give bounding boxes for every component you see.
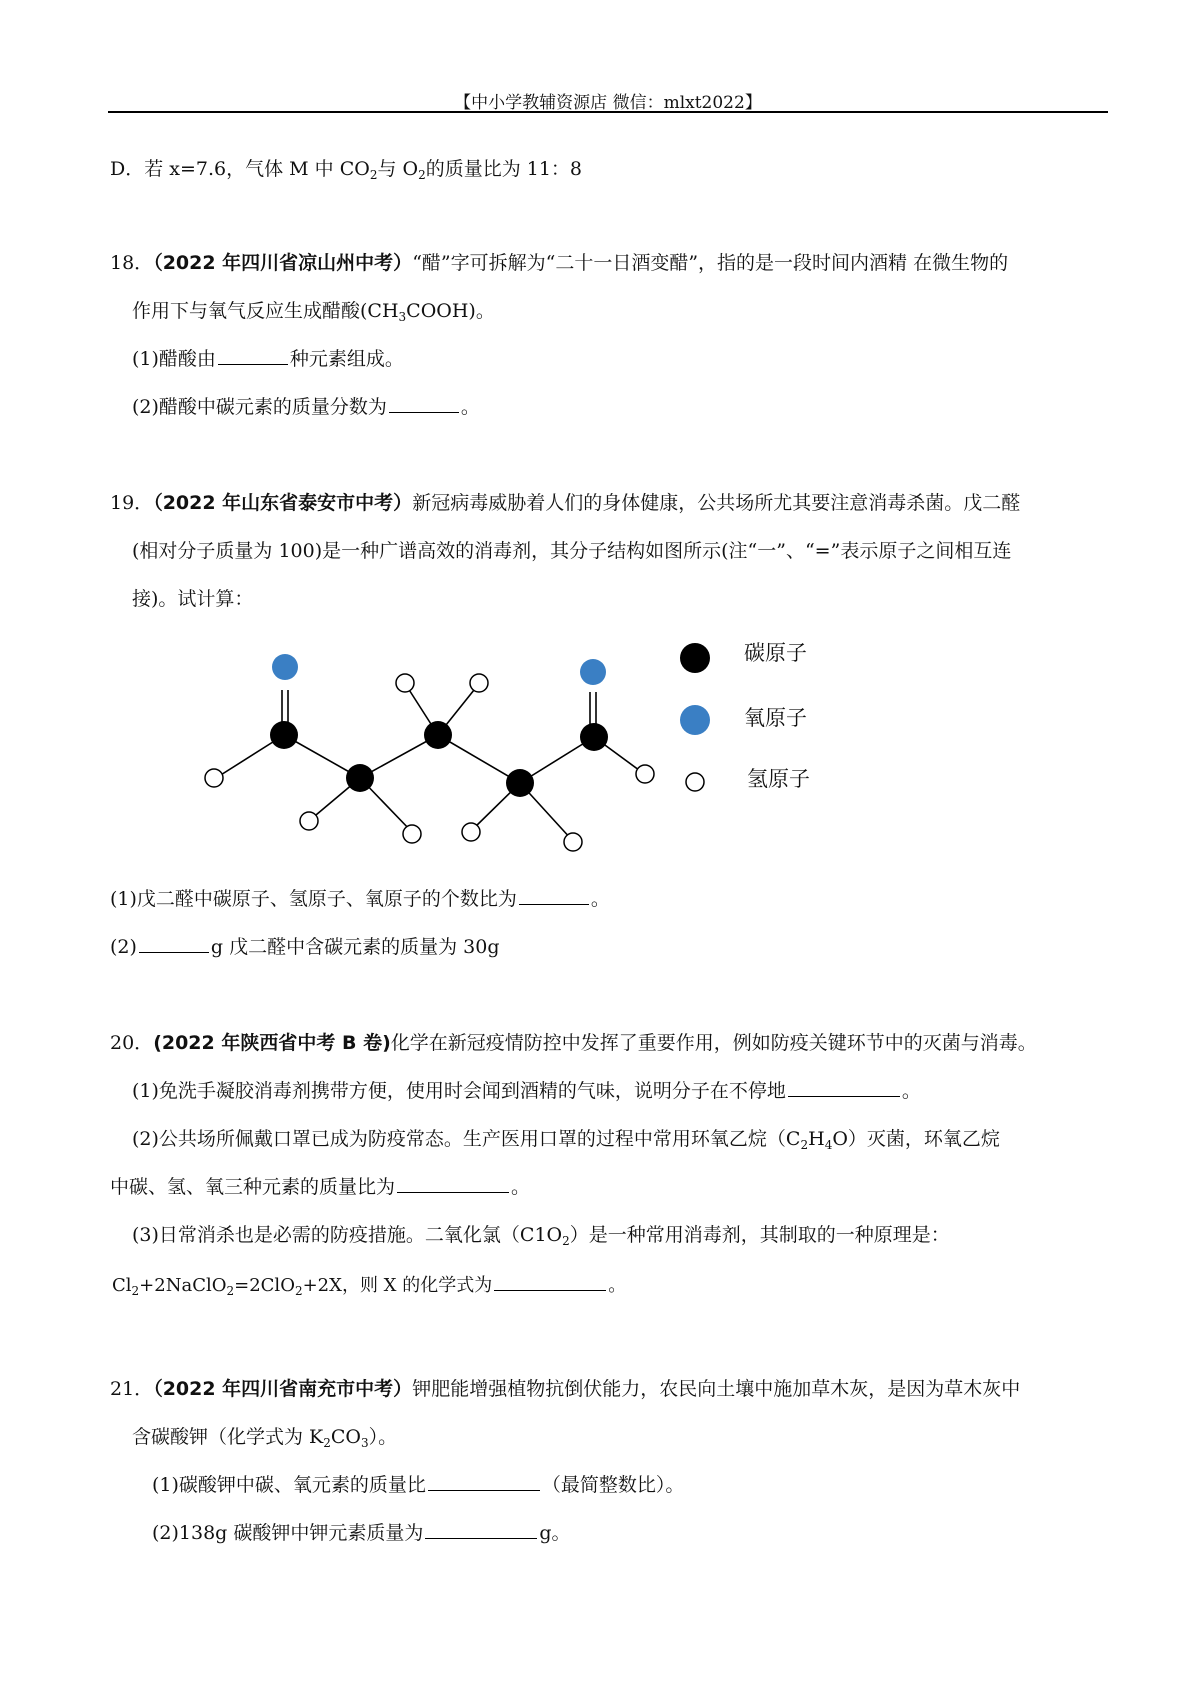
answer-blank[interactable] <box>218 346 288 365</box>
glutaraldehyde-structure-diagram <box>190 635 670 875</box>
q20-part-3-text-a: (3)日常消杀也是必需的防疫措施。二氧化氯（C1O <box>132 1224 563 1246</box>
q20-stem-text: 化学在新冠疫情防控中发挥了重要作用，例如防疫关键环节中的灭菌与消毒。 <box>390 1032 1037 1054</box>
q21-part-2-text-a: (2)138g 碳酸钾中钾元素质量为 <box>152 1522 424 1544</box>
legend-hydrogen-marker <box>686 773 704 791</box>
atom-legend-markers <box>670 640 730 800</box>
q20-stem <box>110 1030 1037 1056</box>
q21-part-1-text-b: （最简整数比）。 <box>541 1474 685 1496</box>
q19-stem-line-3: 接)。试计算： <box>132 588 254 610</box>
hydrogen-atom <box>205 769 223 787</box>
q20-number: 20． <box>110 1032 154 1054</box>
hydrogen-atom <box>300 812 318 830</box>
q17-option-d-text-b: 与 O <box>377 158 419 180</box>
q20-part-3-text-b: ）是一种常用消毒剂，其制取的一种原理是： <box>569 1224 950 1246</box>
oxygen-atom <box>580 659 606 685</box>
q20-part-2-text-a: (2)公共场所佩戴口罩已成为防疫常态。生产医用口罩的过程中常用环氧乙烷（C <box>132 1128 801 1150</box>
q18-part-2 <box>132 394 480 420</box>
hydrogen-atom <box>403 825 421 843</box>
q21-stem-line-1 <box>110 1376 1020 1402</box>
q19-part-1-text-a: (1)戊二醛中碳原子、氢原子、氧原子的个数比为 <box>110 888 517 910</box>
q21-source: （2022 年四川省南充市中考） <box>153 1378 413 1400</box>
carbon-atom <box>346 764 374 792</box>
subscript-2: 2 <box>562 1234 570 1248</box>
subscript-4: 4 <box>824 1138 833 1152</box>
q18-part-1-text-a: (1)醋酸由 <box>132 348 216 370</box>
q18-number: 18． <box>110 252 154 274</box>
q19-part-1-text-b: 。 <box>590 888 610 910</box>
hydrogen-atom <box>636 765 654 783</box>
q21-stem-text-b3: ）。 <box>368 1426 398 1448</box>
subscript-2: 2 <box>294 1284 303 1298</box>
q18-stem-text-a: “醋”字可拆解为“二十一日酒变醋”，指的是一段时间内酒精 在微生物的 <box>412 252 1009 274</box>
oxygen-atom <box>272 654 298 680</box>
hydrogen-atom <box>470 674 488 692</box>
q19-part-2-text-a: (2) <box>110 936 137 958</box>
q20-part-2-text-b: H <box>808 1128 825 1150</box>
q17-option-d-text-c: 的质量比为 11：8 <box>425 158 583 180</box>
subscript-2: 2 <box>226 1284 235 1298</box>
q18-source: （2022 年四川省凉山州中考） <box>153 252 413 274</box>
hydrogen-atom <box>462 823 480 841</box>
answer-blank[interactable] <box>519 886 589 905</box>
q20-part-2-line-1 <box>132 1126 1000 1152</box>
q18-part-1-text-b: 种元素组成。 <box>289 348 404 370</box>
answer-blank[interactable] <box>397 1174 509 1193</box>
q18-stem-text-b1: 作用下与氧气反应生成醋酸(CH <box>132 300 399 322</box>
q20-eq-text-b: +2NaClO <box>139 1275 227 1296</box>
subscript-2: 2 <box>369 168 378 182</box>
subscript-2: 2 <box>800 1138 809 1152</box>
q18-stem-line-1 <box>110 250 1008 276</box>
legend-oxygen-marker <box>680 705 710 735</box>
q21-stem-line-2 <box>132 1424 397 1450</box>
q20-part-1-text-a: (1)免洗手凝胶消毒剂携带方便，使用时会闻到酒精的气味，说明分子在不停地 <box>132 1080 786 1102</box>
legend-carbon-label: 碳原子 <box>744 641 807 665</box>
q17-option-d-text-a: D．若 x=7.6，气体 M 中 CO <box>110 158 370 180</box>
q21-part-1 <box>152 1472 684 1498</box>
q20-eq-text-c: =2ClO <box>234 1275 295 1296</box>
carbon-atom <box>424 721 452 749</box>
answer-blank[interactable] <box>428 1472 540 1491</box>
q19-part-2 <box>110 934 500 960</box>
carbon-atom <box>580 723 608 751</box>
header-rule <box>108 111 1108 113</box>
legend-oxygen-label: 氧原子 <box>744 706 807 730</box>
answer-blank[interactable] <box>494 1272 606 1291</box>
q18-part-2-text-b: 。 <box>460 396 480 418</box>
q21-part-2-text-b: g。 <box>539 1522 571 1544</box>
q19-part-2-text-b: g 戊二醛中含碳元素的质量为 30g <box>210 936 500 958</box>
answer-blank[interactable] <box>425 1520 537 1539</box>
subscript-2: 2 <box>418 168 426 182</box>
q18-part-2-text-a: (2)醋酸中碳元素的质量分数为 <box>132 396 387 418</box>
subscript-2: 2 <box>323 1436 331 1450</box>
q21-part-1-text-a: (1)碳酸钾中碳、氧元素的质量比 <box>152 1474 426 1496</box>
hydrogen-atom <box>396 674 414 692</box>
q18-part-1 <box>132 346 404 372</box>
q19-stem-text-a: 新冠病毒威胁着人们的身体健康，公共场所尤其要注意消毒杀菌。戊二醛 <box>412 492 1021 514</box>
q19-stem-line-1 <box>110 490 1020 516</box>
q21-stem-text-a: 钾肥能增强植物抗倒伏能力，农民向土壤中施加草木灰，是因为草木灰中 <box>412 1378 1021 1400</box>
answer-blank[interactable] <box>788 1078 900 1097</box>
subscript-3: 3 <box>398 310 407 324</box>
answer-blank[interactable] <box>389 394 459 413</box>
subscript-3: 3 <box>361 1436 369 1450</box>
q19-number: 19． <box>110 492 154 514</box>
legend-hydrogen-label: 氢原子 <box>747 767 810 791</box>
q20-part-3 <box>132 1222 950 1248</box>
q20-part-2-text-d: 中碳、氢、氧三种元素的质量比为 <box>110 1176 396 1198</box>
q20-part-2-line-2 <box>110 1174 530 1200</box>
atoms <box>205 654 654 851</box>
q18-stem-line-2 <box>132 298 495 324</box>
q20-eq-text-a: Cl <box>112 1275 132 1296</box>
q18-stem-text-b2: COOH)。 <box>406 300 495 322</box>
q19-stem-line-2: (相对分子质量为 100)是一种广谱高效的消毒剂，其分子结构如图所示(注“一”、“=”表示原子之间相互连 <box>132 540 1012 562</box>
q19-part-1 <box>110 886 610 912</box>
q20-eq-text-d: +2X，则 X 的化学式为 <box>302 1275 493 1296</box>
q20-part-1 <box>132 1078 921 1104</box>
q20-part-2-text-e: 。 <box>511 1176 531 1198</box>
hydrogen-atom <box>564 833 582 851</box>
q21-part-2 <box>152 1520 571 1546</box>
subscript-2: 2 <box>131 1284 140 1298</box>
q21-number: 21． <box>110 1378 154 1400</box>
carbon-atom <box>270 721 298 749</box>
q17-option-d <box>110 156 582 182</box>
q21-stem-text-b1: 含碳酸钾（化学式为 K <box>132 1426 324 1448</box>
q20-equation-line <box>112 1272 626 1299</box>
carbon-atom <box>506 769 534 797</box>
q20-part-1-text-b: 。 <box>901 1080 921 1102</box>
q19-source: （2022 年山东省泰安市中考） <box>153 492 413 514</box>
q20-eq-text-e: 。 <box>608 1275 627 1296</box>
legend-carbon-marker <box>680 643 710 673</box>
q21-stem-text-b2: CO <box>330 1426 362 1448</box>
page-header: 【中小学教辅资源店 微信：mlxt2022】 <box>454 93 762 113</box>
bond <box>438 735 520 783</box>
q20-source: (2022 年陕西省中考 B 卷) <box>153 1032 391 1054</box>
answer-blank[interactable] <box>139 934 209 953</box>
q20-part-2-text-c: O）灭菌，环氧乙烷 <box>832 1128 1000 1150</box>
